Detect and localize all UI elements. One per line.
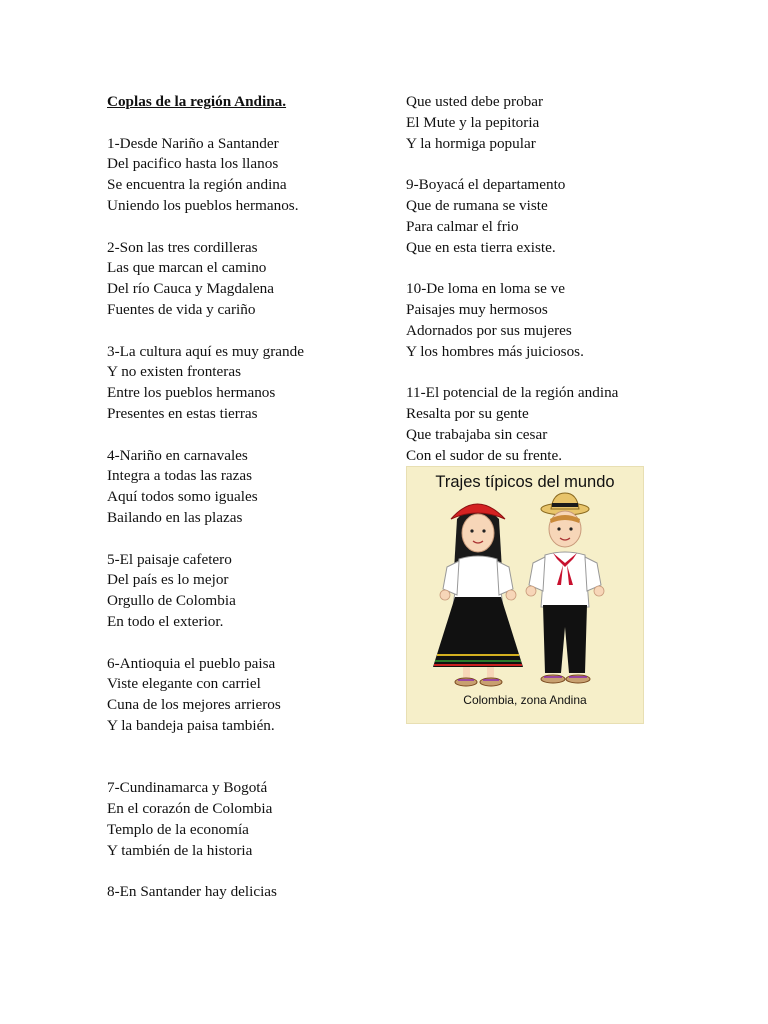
children-in-costume-drawing bbox=[407, 467, 645, 725]
verse-line: Aquí todos somo iguales bbox=[107, 488, 258, 506]
verse-line: 1-Desde Nariño a Santander bbox=[107, 134, 279, 152]
verse-line: Y la bandeja paisa también. bbox=[107, 716, 275, 734]
right-stanzas bbox=[406, 92, 676, 466]
verse-line: 8-En Santander hay delicias bbox=[107, 883, 277, 901]
stanza bbox=[107, 778, 387, 861]
stanza bbox=[107, 654, 387, 737]
stanza bbox=[107, 446, 387, 529]
left-stanzas bbox=[107, 134, 387, 903]
figure-caption: Colombia, zona Andina bbox=[463, 693, 587, 707]
verse-line: Que en esta tierra existe. bbox=[406, 238, 556, 256]
verse-line: Del pacifico hasta los llanos bbox=[107, 155, 279, 173]
right-column bbox=[406, 92, 676, 466]
verse-line: 2-Son las tres cordilleras bbox=[107, 238, 258, 256]
verse-line: Cuna de los mejores arrieros bbox=[107, 696, 281, 714]
verse-line: 11-El potencial de la región andina bbox=[406, 384, 619, 402]
verse-line: Con el sudor de su frente. bbox=[406, 446, 563, 464]
verse-line: Que de rumana se viste bbox=[406, 196, 548, 214]
stanza bbox=[107, 882, 387, 903]
stanza bbox=[107, 134, 387, 217]
verse-line: Bailando en las plazas bbox=[107, 508, 243, 526]
verse-line: Para calmar el frio bbox=[406, 217, 519, 235]
girl-figure bbox=[433, 504, 523, 686]
verse-line: Presentes en estas tierras bbox=[107, 404, 258, 422]
costume-illustration bbox=[406, 466, 644, 724]
verse-line: 4-Nariño en carnavales bbox=[107, 446, 248, 464]
stanza bbox=[406, 175, 676, 258]
verse-line: 5-El paisaje cafetero bbox=[107, 550, 232, 568]
verse-line: Orgullo de Colombia bbox=[107, 592, 236, 610]
verse-line: Paisajes muy hermosos bbox=[406, 300, 548, 318]
verse-line: El Mute y la pepitoria bbox=[406, 113, 540, 131]
verse-line: Integra a todas las razas bbox=[107, 467, 253, 485]
verse-line: Que usted debe probar bbox=[406, 93, 544, 110]
verse-line: 10-De loma en loma se ve bbox=[406, 280, 565, 298]
verse-line: Entre los pueblos hermanos bbox=[107, 384, 276, 402]
verse-line: Uniendo los pueblos hermanos. bbox=[107, 196, 299, 214]
stanza bbox=[406, 383, 676, 466]
verse-line: 7-Cundinamarca y Bogotá bbox=[107, 779, 268, 797]
verse-line: Y los hombres más juiciosos. bbox=[406, 342, 584, 360]
stanza bbox=[406, 279, 676, 362]
stanza bbox=[107, 550, 387, 633]
verse-line: 3-La cultura aquí es muy grande bbox=[107, 342, 304, 360]
verse-line: Del país es lo mejor bbox=[107, 571, 229, 589]
verse-line: Y la hormiga popular bbox=[406, 134, 536, 152]
verse-line: Viste elegante con carriel bbox=[107, 675, 261, 693]
verse-line: Resalta por su gente bbox=[406, 404, 529, 422]
verse-line: Templo de la economía bbox=[107, 820, 249, 838]
boy-figure bbox=[526, 493, 604, 683]
stanza bbox=[406, 92, 676, 154]
verse-line: Adornados por sus mujeres bbox=[406, 321, 572, 339]
stanza bbox=[107, 342, 387, 425]
verse-line: Se encuentra la región andina bbox=[107, 176, 287, 194]
verse-line: Que trabajaba sin cesar bbox=[406, 425, 548, 443]
verse-line: 9-Boyacá el departamento bbox=[406, 176, 566, 194]
figure-title: Trajes típicos del mundo bbox=[435, 473, 615, 491]
verse-line: Y no existen fronteras bbox=[107, 363, 241, 381]
verse-line: En todo el exterior. bbox=[107, 612, 224, 630]
verse-line: Las que marcan el camino bbox=[107, 259, 267, 277]
verse-line: Del río Cauca y Magdalena bbox=[107, 280, 274, 298]
left-column bbox=[107, 92, 387, 903]
verse-line: En el corazón de Colombia bbox=[107, 800, 273, 818]
verse-line: Y también de la historia bbox=[107, 841, 253, 859]
stanza bbox=[107, 238, 387, 321]
document-title: Coplas de la región Andina. bbox=[107, 93, 287, 110]
verse-line: Fuentes de vida y cariño bbox=[107, 300, 256, 318]
verse-line: 6-Antioquia el pueblo paisa bbox=[107, 654, 276, 672]
